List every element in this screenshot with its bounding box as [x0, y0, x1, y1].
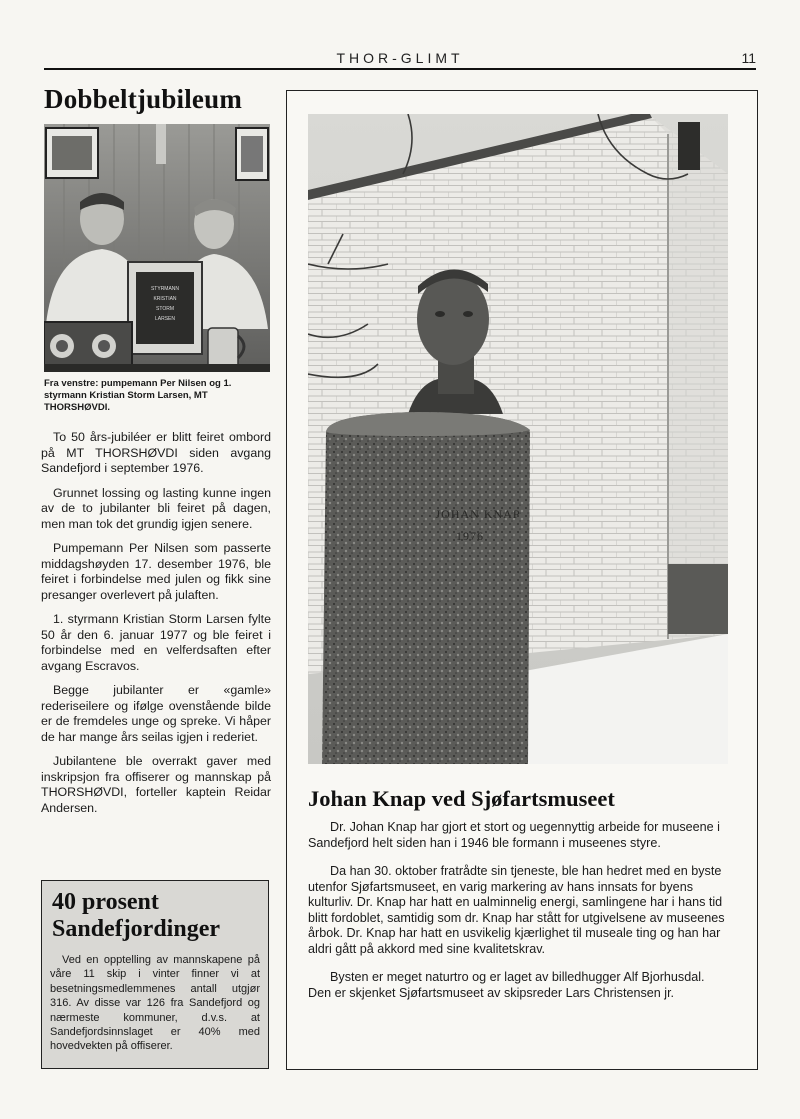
paragraph: Grunnet lossing og lasting kunne ingen av de to jubilanter bli feiret på dagen, men man tok det grundig igjen senere. [41, 485, 271, 531]
article-body-dobbeltjubileum [41, 430, 271, 825]
paragraph: Dr. Johan Knap har gjort et stort og uegennyttig arbeide for museene i Sandefjord helt siden han i 1946 ble formann i museenes styre. [308, 820, 720, 850]
article-title-johan-knap: Johan Knap ved Sjøfartsmuseet [308, 786, 615, 811]
svg-text:STORM: STORM [156, 306, 174, 312]
paragraph: Da han 30. oktober fratrådte sin tjeneste, ble han hedret med en byste utenfor Sjøfartsmuseet, en varig markering av hans innsats for byens kulturliv. Dr. Knap har hatt en ualminnelig energi, samlingene har i hans tid blitt fordoblet, samtidig som dr. Knap har stått for utgivelsene av museenes årbok. Dr. Knap har hatt en usvikelig kjærlighet til museale ting og han har aldri gått på akkord med sine kvalitetskrav. [308, 864, 725, 956]
photo-caption: Fra venstre: pumpemann Per Nilsen og 1. styrmann Kristian Storm Larsen, MT THORSHØVDI. [44, 378, 232, 413]
photo-jubilants [44, 124, 270, 372]
info-box-title-line2: Sandefjordinger [52, 916, 220, 942]
paragraph: To 50 års-jubiléer er blitt feiret ombord på MT THORSHØVDI siden avgang Sandefjord i september 1976. [41, 430, 271, 475]
article-title-dobbeltjubileum: Dobbeltjubileum [44, 84, 243, 114]
info-box-40-prosent [41, 880, 269, 1069]
paragraph: Begge jubilanter er «gamle» rederiseilere og ifølge ovenstående bilde er de fremdeles unge og spreke. Vi håper de har mange års seilas igjen i rederiet. [41, 683, 271, 744]
header-divider [44, 68, 756, 70]
info-box-title [52, 889, 262, 943]
svg-text:LARSEN: LARSEN [154, 316, 176, 322]
plinth-inscription-name: JOHAN KNAP [435, 507, 521, 521]
running-header: THOR-GLIMT [336, 50, 464, 66]
photo-bust-johan-knap [308, 114, 728, 764]
paragraph: Jubilantene ble overrakt gaver med inskripsjon fra offiserer og mannskap på THORSHØVDI, forteller kaptein Reidar Andersen. [41, 754, 271, 815]
svg-text:KRISTIAN: KRISTIAN [153, 296, 177, 302]
info-box-body: Ved en opptelling av mannskapene på våre 11 skip i vinter finner vi at besetningsmedlemmenes antall utgjør 316. Av disse var 126 fra Sandefjord og nærmeste kommuner, d.v.s. at Sandefjordsinnslaget er 40% med hovedvekten på offiserer. [50, 954, 260, 1053]
article-body-johan-knap [308, 820, 728, 1014]
paragraph: Pumpemann Per Nilsen som passerte middagshøyden 17. desember 1976, ble feiret i forbindelse med julen og fikk sine presanger overlevert på julaften. [41, 541, 271, 602]
svg-text:STYRMANN: STYRMANN [150, 286, 180, 292]
paragraph: Bysten er meget naturtro og er laget av billedhugger Alf Bjorhusdal. Den er skjenket Sjøfartsmuseet av skipsreder Lars Christensen jr. [308, 970, 705, 1000]
paragraph: 1. styrmann Kristian Storm Larsen fylte 50 år den 6. januar 1977 og ble feiret i forbindelse med en velferdsaften efter avgang Escravos. [41, 612, 271, 673]
plinth-inscription-year: 1976 [456, 529, 484, 543]
info-box-title-line1: 40 prosent [52, 889, 159, 915]
page-number: 11 [741, 50, 756, 66]
